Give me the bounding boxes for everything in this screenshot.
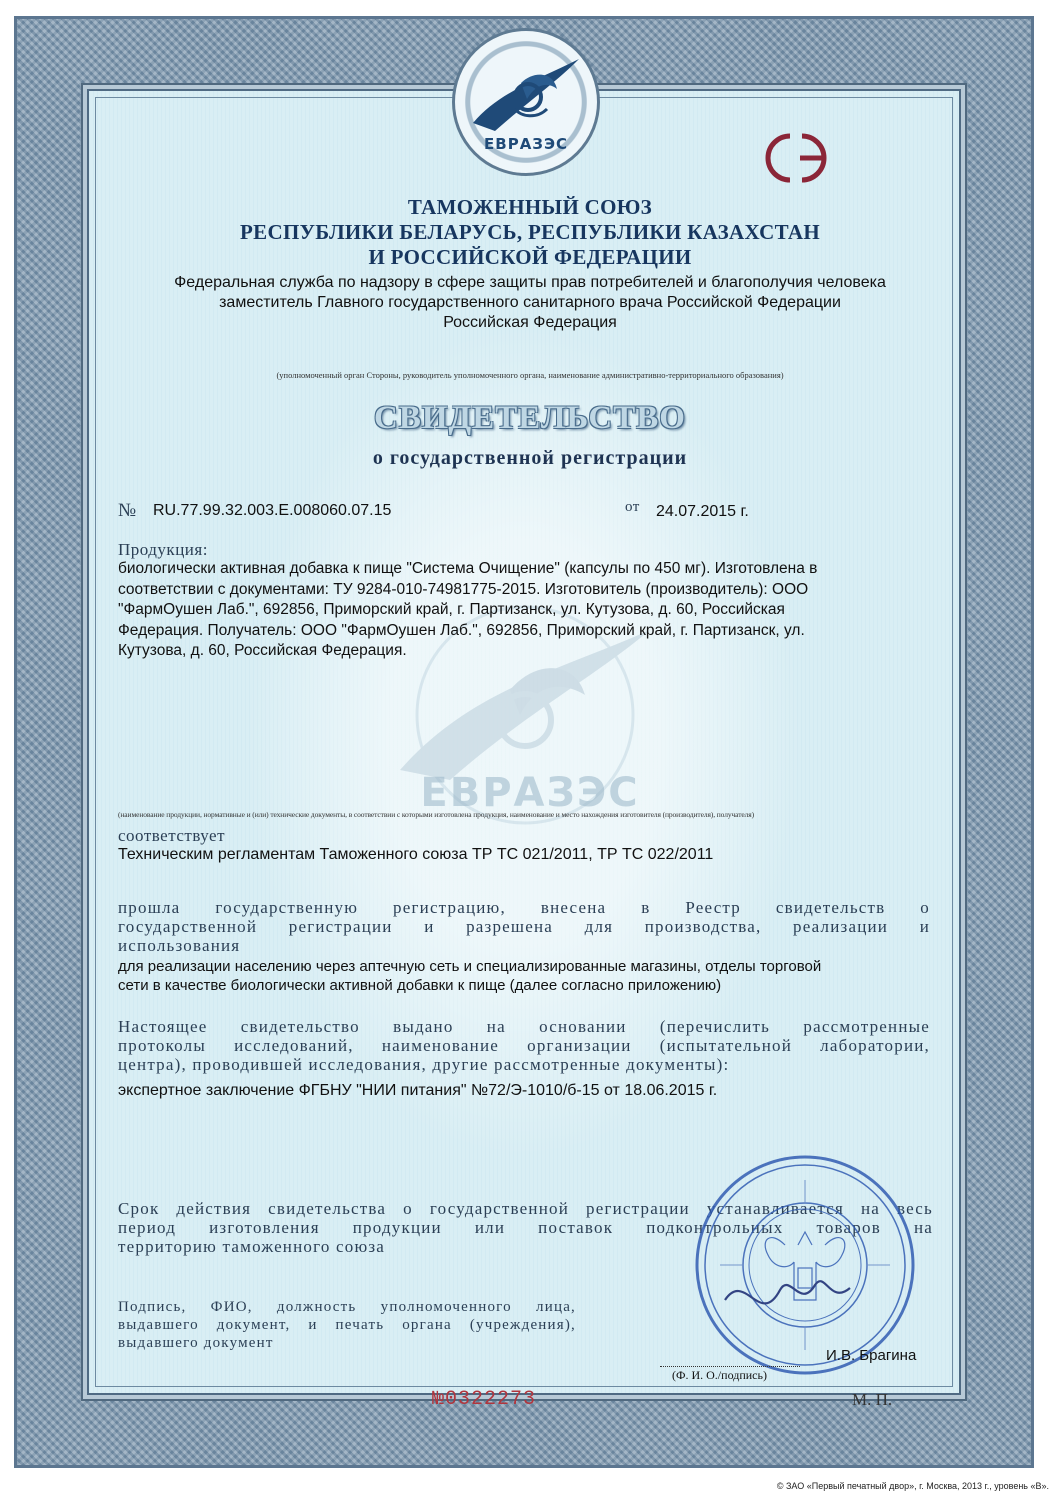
product-label: Продукция:: [118, 540, 208, 559]
eurasec-logo: [452, 28, 600, 176]
registration-number: RU.77.99.32.003.Е.008060.07.15: [153, 502, 392, 519]
official-seal-stamp-icon: [690, 1150, 920, 1380]
header-line-1: ТАМОЖЕННЫЙ СОЮЗ: [407, 195, 653, 219]
validity-line: Срок действия свидетельства о государственной регистрации устанавливается на весь: [118, 1199, 933, 1218]
product-line: Федерация. Получатель: ООО "ФармОушен Лаб.", 692856, Приморский край, г. Партизанск, ул.: [118, 621, 805, 639]
conformity-label: соответствует: [118, 826, 226, 845]
authority-line-3: Российская Федерация: [443, 314, 617, 331]
logo-text: ЕВРАЗЭС: [484, 135, 568, 153]
watermark-text: ЕВРАЗЭС: [420, 770, 640, 816]
usage-line: сети в качестве биологически активной добавки к пище (далее согласно приложению): [118, 977, 722, 994]
product-line: соответствии с документами: ТУ 9284-010-74981775-2015. Изготовитель (производитель): ООО: [118, 580, 809, 598]
signatory-name: И.В. Брагина: [826, 1347, 917, 1364]
usage-line: для реализации населению через аптечную сеть и специализированные магазины, отделы торговой: [118, 958, 822, 975]
authority-line-2: заместитель Главного государственного санитарного врача Российской Федерации: [219, 294, 841, 311]
usage-text: [118, 957, 963, 995]
signature-line: выдавшего документ: [118, 1335, 274, 1351]
product-line: биологически активная добавка к пище "Система Очищение" (капсулы по 450 мг). Изготовлена в: [118, 560, 818, 577]
authority-hint: (уполномоченный орган Стороны, руководитель уполномоченного органа, наименование административно-территориального образования): [276, 370, 784, 380]
authority-line-1: Федеральная служба по надзору в сфере защиты прав потребителей и благополучия человека: [174, 274, 886, 291]
conformity-text: Техническим регламентам Таможенного союза ТР ТС 021/2011, ТР ТС 022/2011: [118, 846, 714, 863]
registration-date: 24.07.2015 г.: [656, 503, 749, 520]
product-description: [118, 559, 948, 662]
signature-hint: (Ф. И. О./подпись): [672, 1368, 767, 1382]
basis-line: Настоящее свидетельство выдано на основании (перечислить рассмотренные: [118, 1017, 930, 1036]
signature-underline: [660, 1366, 800, 1367]
statement-line: государственной регистрации и разрешена для производства, реализации и: [118, 917, 930, 936]
blank-serial-number: №0322273: [432, 1388, 537, 1411]
signature-line: Подпись, ФИО, должность уполномоченного лица,: [118, 1299, 576, 1315]
registration-statement: [118, 898, 930, 955]
product-line: "ФармОушен Лаб.", 692856, Приморский край, г. Партизанск, ул. Кутузова, д. 60, Российская: [118, 601, 785, 618]
header-line-2: РЕСПУБЛИКИ БЕЛАРУСЬ, РЕСПУБЛИКИ КАЗАХСТАН: [240, 220, 820, 244]
signature-line: выдавшего документ, и печать органа (учреждения),: [118, 1317, 576, 1333]
printer-footer: © ЗАО «Первый печатный двор», г. Москва, 2013 г., уровень «В».: [776, 1481, 1049, 1491]
number-label: №: [118, 500, 137, 521]
product-line: Кутузова, д. 60, Российская Федерация.: [118, 642, 407, 659]
validity-line: территорию таможенного союза: [118, 1237, 386, 1256]
product-hint: (наименование продукции, нормативные и (или) технические документы, в соответствии с которыми изготовлена продукция, наименование и место нахождения изготовителя (производителя), получателя): [118, 810, 755, 819]
document-title: СВИДЕТЕЛЬСТВО: [374, 400, 686, 436]
document-subtitle: о государственной регистрации: [372, 447, 688, 469]
seal-label: М. П.: [852, 1390, 893, 1409]
date-label: от: [625, 499, 640, 515]
signature-statement: [118, 1298, 576, 1352]
header-line-3: И РОССИЙСКОЙ ФЕДЕРАЦИИ: [368, 245, 692, 269]
statement-line: прошла государственную регистрацию, внесена в Реестр свидетельств о: [118, 898, 930, 917]
basis-statement: [118, 1017, 930, 1074]
basis-line: протоколы исследований, наименование организации (испытательной лаборатории,: [118, 1036, 930, 1055]
validity-line: период изготовления продукции или поставок подконтрольных товаров на: [118, 1218, 933, 1237]
eac-se-mark-icon: [752, 128, 844, 188]
statement-line: использования: [118, 936, 241, 955]
basis-line: центра), проводившей исследования, другие рассмотренные документы):: [118, 1055, 730, 1074]
basis-text: экспертное заключение ФГБНУ "НИИ питания" №72/Э-1010/б-15 от 18.06.2015 г.: [118, 1082, 718, 1099]
